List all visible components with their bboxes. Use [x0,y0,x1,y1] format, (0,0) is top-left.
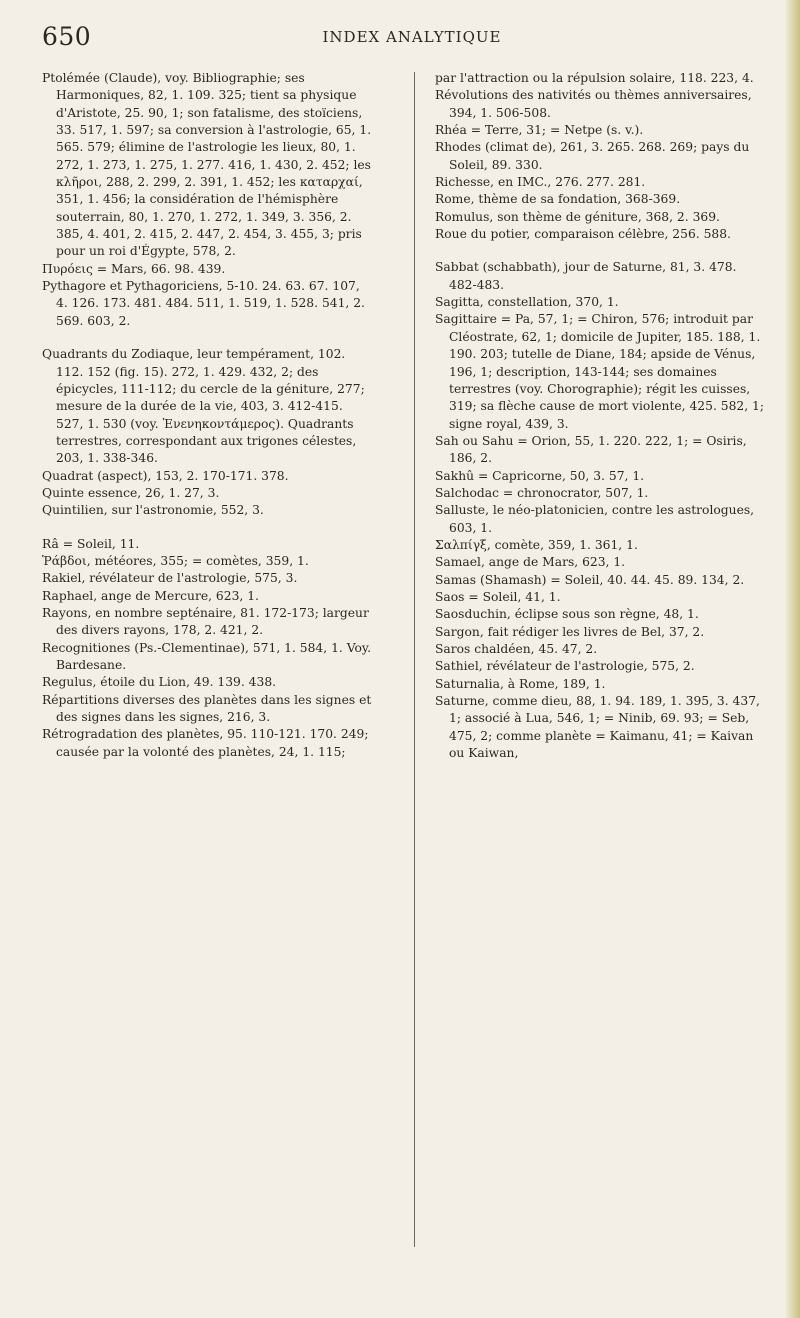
index-entry: Σαλπίγξ, comète, 359, 1. 361, 1. [435,537,638,552]
index-entry: Saosduchin, éclipse sous son règne, 48, 1. [435,607,699,622]
index-entry: Samael, ange de Mars, 623, 1. [435,555,626,570]
index-entry: Πυρόεις = Mars, 66. 98. 439. [42,261,226,276]
page-title: INDEX ANALYTIQUE [322,28,502,46]
index-entry: Rakiel, révélateur de l'astrologie, 575, 3. [42,571,298,586]
page-number: 650 [42,22,92,51]
left-column [42,70,372,761]
index-entry: Rhodes (climat de), 261, 3. 265. 268. 269; pays du Soleil, 89. 330. [435,140,750,172]
index-entry: Sargon, fait rédiger les livres de Bel, 37, 2. [435,624,705,639]
index-entry: Saturne, comme dieu, 88, 1. 94. 189, 1. 395, 3. 437, 1; associé à Lua, 546, 1; = Ninib, 69. 93; = Seb, 475, 2; comme planète = Kaimanu, 41; = Kaivan ou Kaiwan, [435,694,760,761]
column-divider [414,72,415,1247]
index-entry: Sah ou Sahu = Orion, 55, 1. 220. 222, 1; = Osiris, 186, 2. [435,433,747,466]
index-entry: Quintilien, sur l'astronomie, 552, 3. [42,503,264,518]
index-entry: Sagittaire = Pa, 57, 1; = Chiron, 576; introduit par Cléostrate, 62, 1; domicile de Jupiter, 185. 188, 1. 190. 203; tutelle de Diane, 184; apside de Vénus, 196, 1; description, 143-144; ses domaines terrestres (voy. Chorographie); régit les cuisses, 319; sa flèche cause de mort violente, 425. 582, 1; signe royal, 439, 3. [435,312,765,431]
page-edge [786,0,800,1318]
index-entry: Ῥάβδοι, météores, 355; = comètes, 359, 1. [42,553,309,568]
index-entry: Sathiel, révélateur de l'astrologie, 575, 2. [435,659,695,674]
index-entry: Roue du potier, comparaison célèbre, 256. 588. [435,227,731,242]
index-entry: Sabbat (schabbath), jour de Saturne, 81, 3. 478. 482-483. [435,260,737,292]
index-entry: Rétrogradation des planètes, 95. 110-121. 170. 249; causée par la volonté des planètes, 24, 1. 115; [42,727,369,759]
index-entry: Samas (Shamash) = Soleil, 40. 44. 45. 89. 134, 2. [435,572,745,587]
index-entry: Quinte essence, 26, 1. 27, 3. [42,485,220,500]
index-entry: Révolutions des nativités ou thèmes anniversaires, 394, 1. 506-508. [435,88,752,120]
index-entry: Recognitiones (Ps.-Clementinae), 571, 1. 584, 1. Voy. Bardesane. [42,640,372,672]
index-entry: Rome, thème de sa fondation, 368-369. [435,192,681,207]
index-entry: Quadrat (aspect), 153, 2. 170-171. 378. [42,468,289,483]
index-entry: Richesse, en IMC., 276. 277. 281. [435,175,646,190]
index-entry: Saros chaldéen, 45. 47, 2. [435,642,598,656]
index-entry: Quadrants du Zodiaque, leur tempérament, 102. 112. 152 (fig. 15). 272, 1. 429. 432, 2; des épicycles, 111-112; du cercle de la géniture, 277; mesure de la durée de la vie, 403, 3. 412-415. 527, 1. 530 (voy. Ἐνενηκοντάμερος). Quadrants terrestres, correspondant aux trigones célestes, 203, 1. 338-346. [42,347,365,466]
index-entry: Sagitta, constellation, 370, 1. [435,295,619,310]
index-entry: Râ = Soleil, 11. [42,536,140,551]
index-entry: Ptolémée (Claude), voy. Bibliographie; ses Harmoniques, 82, 1. 109. 325; tient sa physique d'Aristote, 25. 90, 1; son fatalisme, des stoïciens, 33. 517, 1. 597; sa conversion à l'astrologie, 65, 1. 565. 579; élimine de l'astrologie les lieux, 80, 1. 272, 1. 273, 1. 275, 1. 277. 416, 1. 430, 2. 452; les κλῆροι, 288, 2. 299, 2. 391, 1. 452; les καταρχαί, 351, 1. 456; la considération de l'hémisphère souterrain, 80, 1. 270, 1. 272, 1. 349, 3. 356, 2. 385, 4. 401, 2. 415, 2. 447, 2. 454, 3. 455, 3; pris pour un roi d'Égypte, 578, 2. [42,71,372,259]
index-entry: par l'attraction ou la répulsion solaire, 118. 223, 4. [435,71,754,85]
index-entry: Saos = Soleil, 41, 1. [435,589,561,604]
index-entry: Regulus, étoile du Lion, 49. 139. 438. [42,675,277,690]
page-header [42,22,782,62]
index-entry: Romulus, son thème de géniture, 368, 2. 369. [435,209,720,224]
index-entry: Raphael, ange de Mercure, 623, 1. [42,588,259,603]
index-entry: Rayons, en nombre septénaire, 81. 172-173; largeur des divers rayons, 178, 2. 421, 2. [42,605,369,638]
right-column [435,70,765,762]
index-entry: Salchodac = chronocrator, 507, 1. [435,485,649,500]
index-entry: Pythagore et Pythagoriciens, 5-10. 24. 63. 67. 107, 4. 126. 173. 481. 484. 511, 1. 519, 1. 528. 541, 2. 569. 603, 2. [42,279,365,328]
index-entry: Sakhû = Capricorne, 50, 3. 57, 1. [435,468,645,483]
index-entry: Répartitions diverses des planètes dans les signes et des signes dans les signes, 216, 3. [42,692,372,725]
index-entry: Salluste, le néo-platonicien, contre les astrologues, 603, 1. [435,503,755,535]
index-entry: Saturnalia, à Rome, 189, 1. [435,676,606,691]
index-entry: Rhéa = Terre, 31; = Netpe (s. v.). [435,123,644,138]
